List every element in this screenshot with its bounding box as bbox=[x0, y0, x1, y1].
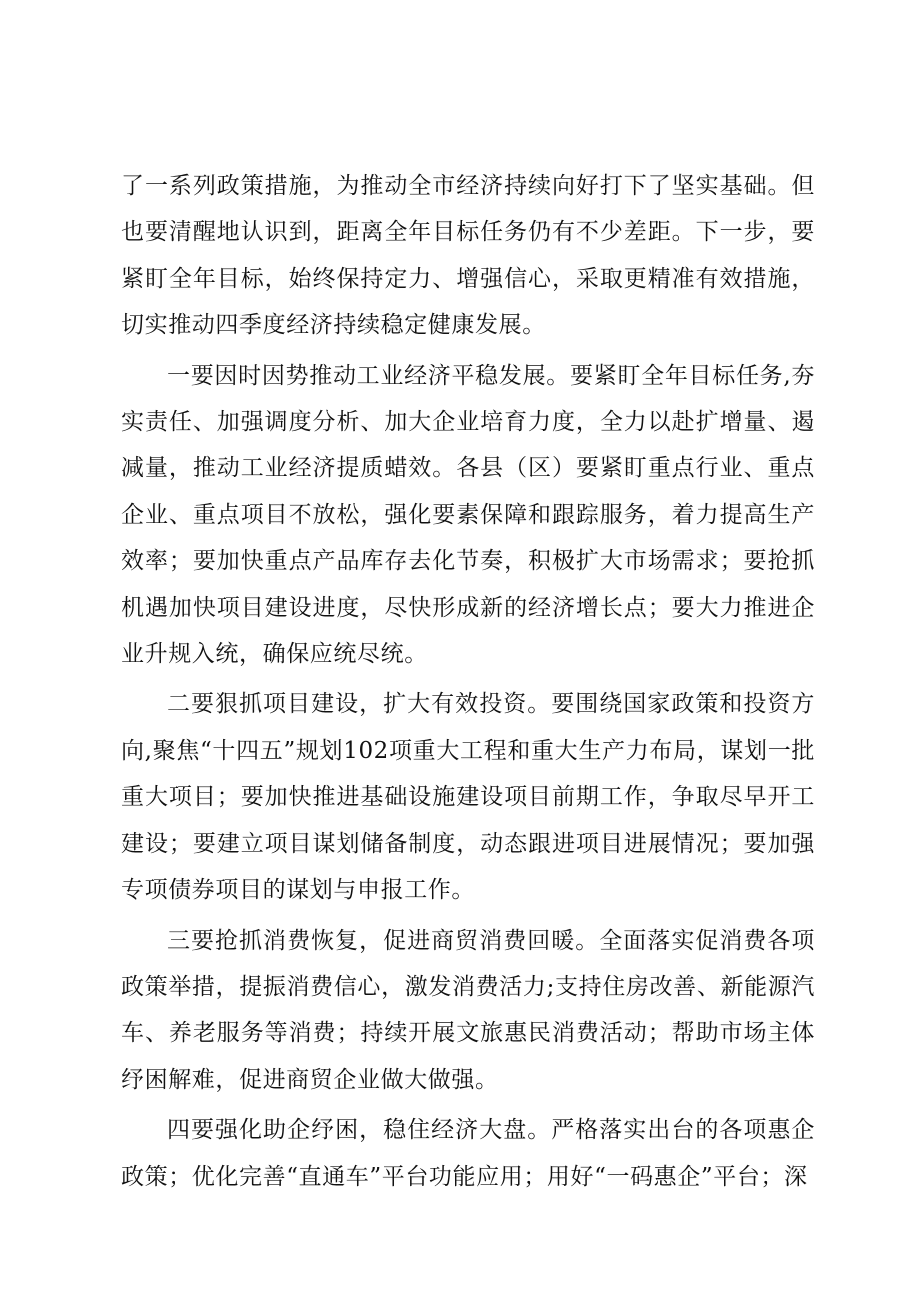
paragraph-point-three: 三要抢抓消费恢复，促进商贸消费回暖。全面落实促消费各项政策举措，提振消费信心，激发消费活力;支持住房改善、新能源汽车、养老服务等消费；持续开展文旅惠民消费活动；帮助市场主体纾困解难，促进商贸企业做大做强。 bbox=[121, 927, 815, 1093]
paragraph-point-four: 四要强化助企纾困，稳住经济大盘。严格落实出台的各项惠企政策；优化完善“直通车”平台功能应用；用好“一码惠企”平台；深 bbox=[121, 1117, 815, 1190]
paragraph-point-two: 二要狠抓项目建设，扩大有效投资。要围绕国家政策和投资方向,聚焦“十四五”规划102项重大工程和重大生产力布局，谋划一批重大项目；要加快推进基础设施建设项目前期工作，争取尽早开工建设；要建立项目谋划储备制度，动态跟进项目进展情况；要加强专项债券项目的谋划与申报工作。 bbox=[121, 691, 815, 904]
paragraph-point-one: 一要因时因势推动工业经济平稳发展。要紧盯全年目标任务,夯实责任、加强调度分析、加大企业培育力度，全力以赴扩增量、遏减量，推动工业经济提质蜡效。各县（区）要紧盯重点行业、重点企业、重点项目不放松，强化要素保障和跟踪服务，着力提高生产效率；要加快重点产品库存去化节奏，积极扩大市场需求；要抢抓机遇加快项目建设进度，尽快形成新的经济增长点；要大力推进企业升规入统，确保应统尽统。 bbox=[121, 362, 815, 668]
document-body bbox=[121, 163, 815, 1200]
paragraph-intro: 了一系列政策措施，为推动全市经济持续向好打下了坚实基础。但也要清醒地认识到，距离全年目标任务仍有不少差距。下一步，要紧盯全年目标，始终保持定力、增强信心，采取更精准有效措施，切实推动四季度经济持续稳定健康发展。 bbox=[121, 173, 815, 339]
